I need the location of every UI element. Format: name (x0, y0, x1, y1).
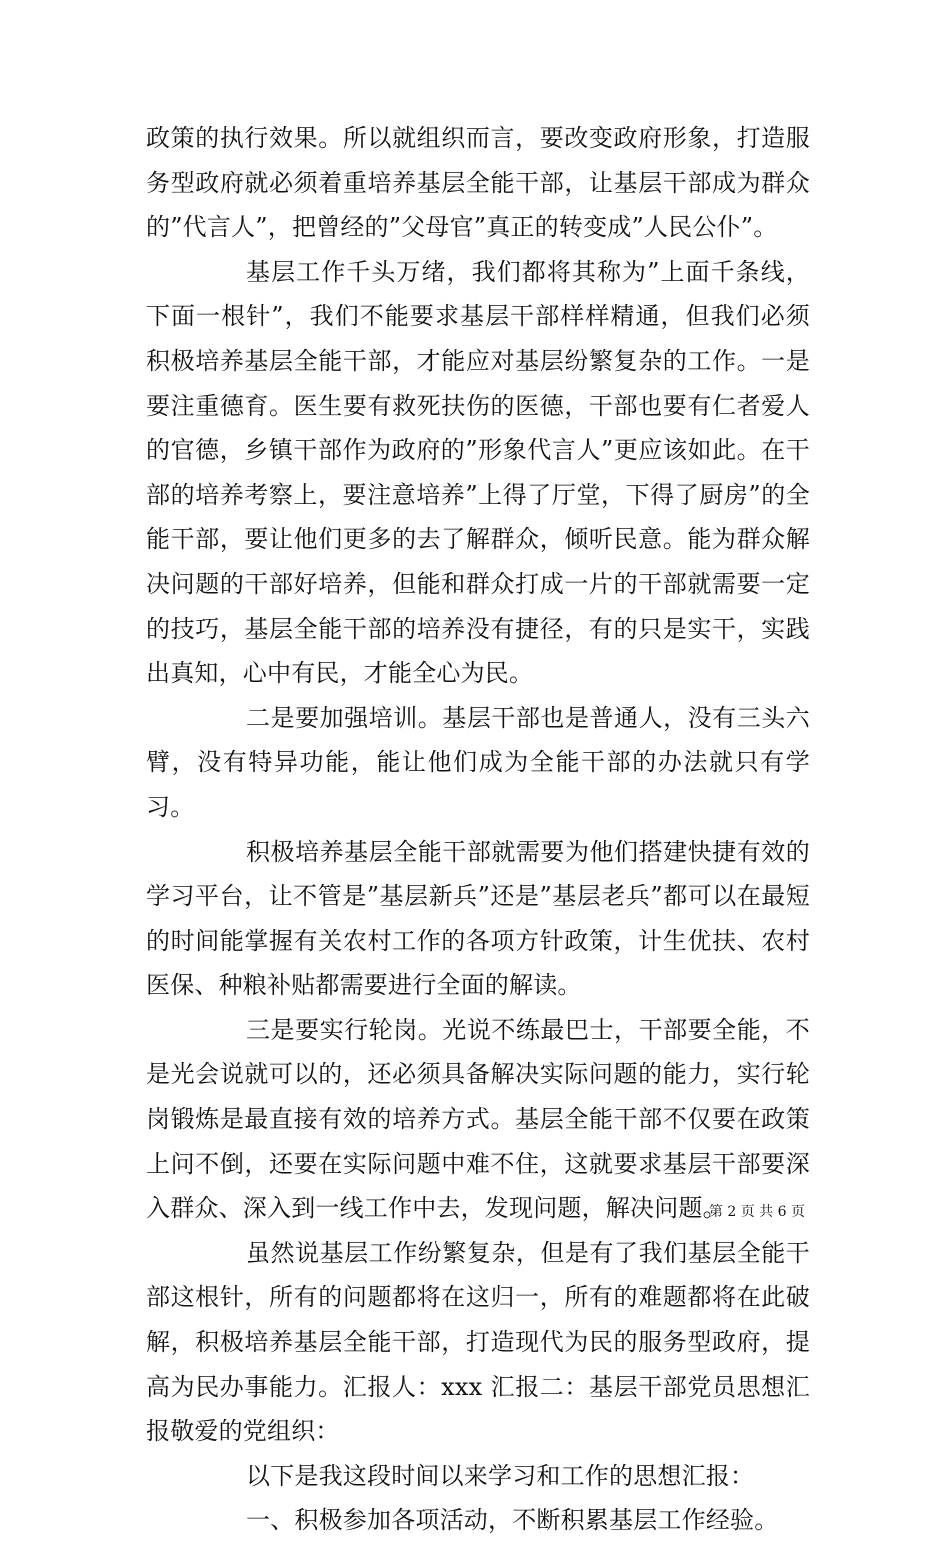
document-body (146, 116, 810, 1543)
paragraph-learning-platform: 积极培养基层全能干部就需要为他们搭建快捷有效的学习平台，让不管是”基层新兵”还是”基层老兵”都可以在最短的时间能掌握有关农村工作的各项方针政策，计生优扶、农村医保、种粮补贴都需要进行全面的解读。 (146, 837, 810, 1000)
paragraph-rotation: 三是要实行轮岗。光说不练最巴士，干部要全能，不是光会说就可以的，还必须具备解决实际问题的能力，实行轮岗锻炼是最直接有效的培养方式。基层全能干部不仅要在政策上问不倒，还要在实际问题中难不住，这就要求基层干部要深入群众、深入到一线工作中去，发现问题，解决问题。 (146, 1015, 810, 1223)
paragraph-training: 二是要加强培训。基层干部也是普通人，没有三头六臂，没有特异功能，能让他们成为全能干部的办法就只有学习。 (146, 703, 810, 821)
paragraph-grassroots-work: 基层工作千头万绪，我们都将其称为”上面千条线，下面一根针”，我们不能要求基层干部样样精通，但我们必须积极培养基层全能干部，才能应对基层纷繁复杂的工作。一是要注重德育。医生要有救死扶伤的医德，干部也要有仁者爱人的官德，乡镇干部作为政府的”形象代言人”更应该如此。在干部的培养考察上，要注意培养”上得了厅堂，下得了厨房”的全能干部，要让他们更多的去了解群众，倾听民意。能为群众解决问题的干部好培养，但能和群众打成一片的干部就需要一定的技巧，基层全能干部的培养没有捷径，有的只是实干，实践出真知，心中有民，才能全心为民。 (146, 257, 810, 688)
paragraph-section-one: 一、积极参加各项活动，不断积累基层工作经验。 (246, 1506, 779, 1535)
paragraph-continuation: 政策的执行效果。所以就组织而言，要改变政府形象，打造服务型政府就必须着重培养基层全能干部，让基层干部成为群众的”代言人”，把曾经的”父母官”真正的转变成”人民公仆”。 (146, 124, 810, 242)
paragraph-conclusion: 虽然说基层工作纷繁复杂，但是有了我们基层全能干部这根针，所有的问题都将在这归一，所有的难题都将在此破解，积极培养基层全能干部，打造现代为民的服务型政府，提高为民办事能力。汇报人：xxx 汇报二：基层干部党员思想汇报敬爱的党组织： (146, 1238, 810, 1446)
page-number-footer: 第 2 页 共 6 页 (708, 1204, 805, 1220)
paragraph-report-intro: 以下是我这段时间以来学习和工作的思想汇报： (246, 1461, 755, 1490)
